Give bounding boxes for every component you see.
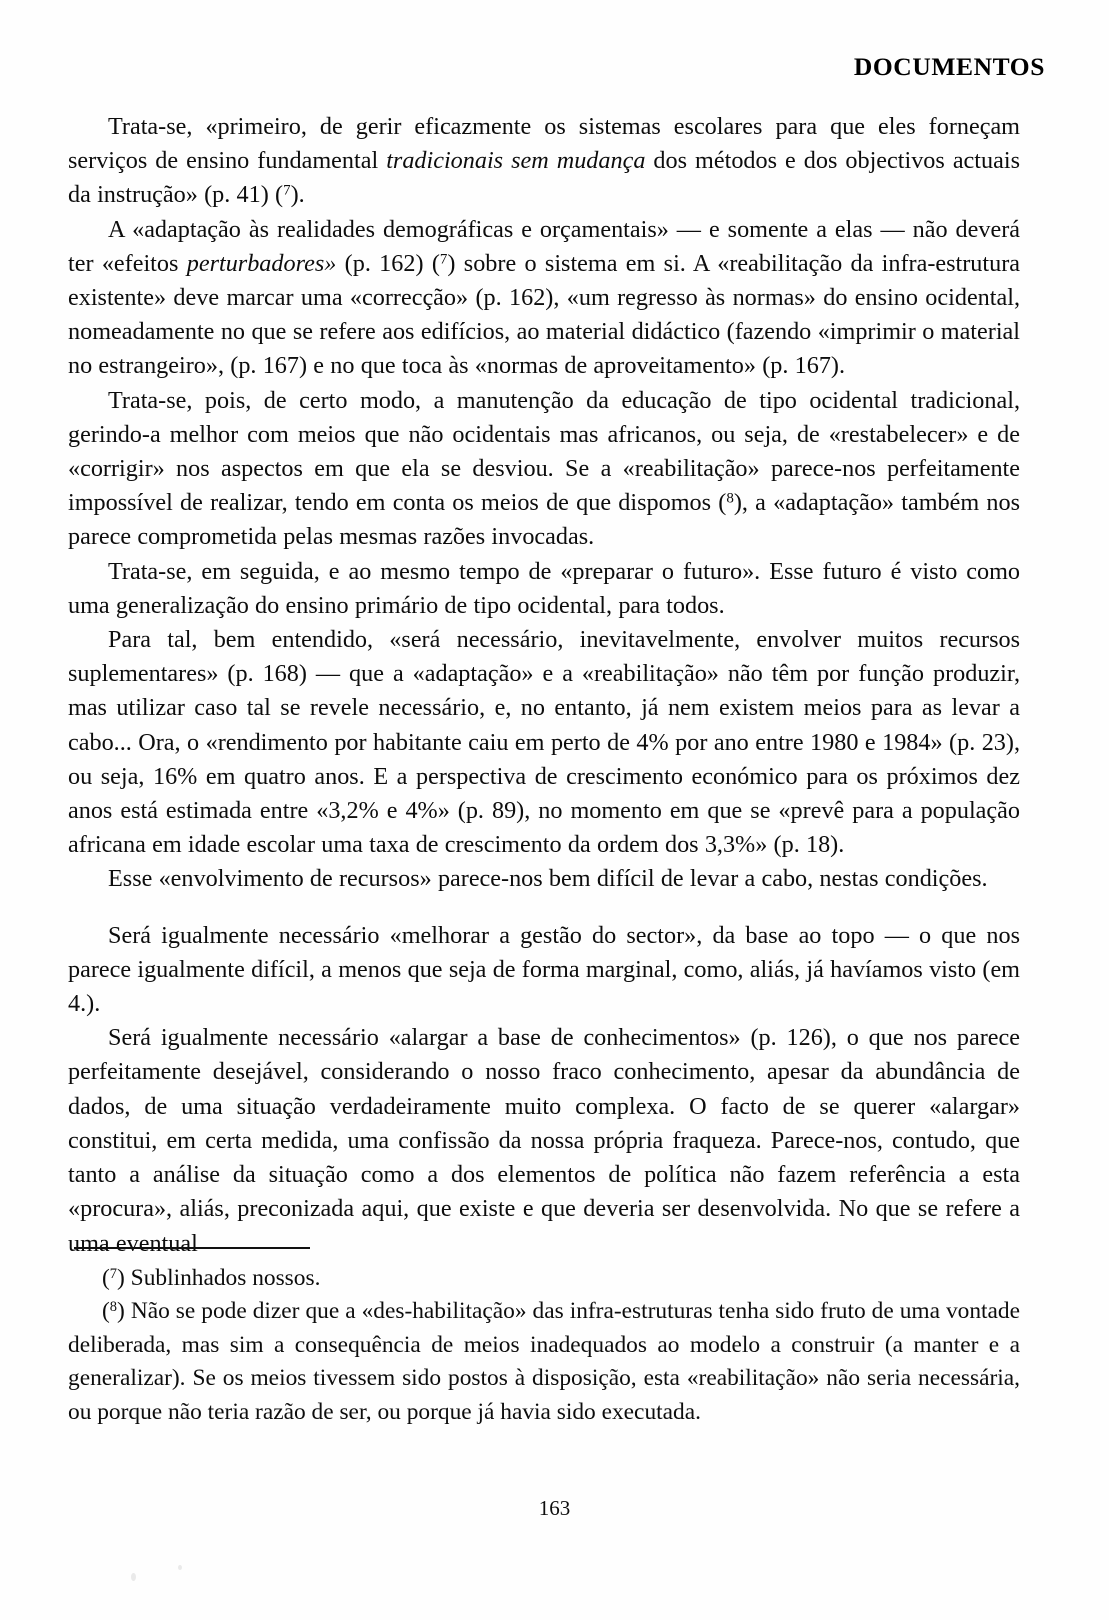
paragraph: Será igualmente necessário «alargar a base de conhecimentos» (p. 126), o que nos parece perfeitamente desejável, considerando o nosso fraco conhecimento, apesar da abundância de dados, de uma situação verdadeiramente muito complexa. O facto de se querer «alargar» constitui, em certa medida, uma confissão da nossa própria fraqueza. Parece-nos, contudo, que tanto a análise da situação como a dos elementos de política não fazem referência a esta «procura», aliás, preconizada aqui, que existe e que deveria ser desenvolvida. No que se refere a uma eventual [68,1024,1020,1257]
body-text-column [68,110,1020,1261]
paragraph: A «adaptação às realidades demográficas e orçamentais» — e somente a elas — não deverá ter «efeitos perturbadores» (p. 162) ($^7$) sobre o sistema em si. A «reabilitação da infra-estrutura existente» deve marcar uma «correcção» (p. 162), «um regresso às normas» do ensino ocidental, nomeadamente no que se refere aos edifícios, ao material didáctico (fazendo «imprimir o material no estrangeiro», (p. 167) e no que toca às «normas de aproveitamento» (p. 167). [68,215,1020,380]
scan-speck [178,1565,182,1570]
footnote-block [68,1262,1020,1429]
footnote-marker: 8 [109,1299,118,1316]
page-number: 163 [538,1496,571,1520]
scan-speck [131,1573,136,1581]
paragraph: Trata-se, pois, de certo modo, a manutenção da educação de tipo ocidental tradicional, gerindo-a melhor com meios que não ocidentais mas africanos, ou seja, de «restabelecer» e de «corrigir» nos aspectos em que ela se desviou. Se a «reabilitação» parece-nos perfeitamente impossível de realizar, tendo em conta os meios de que dispomos ($^8$), a «adaptação» também nos parece comprometida pelas mesmas razões invocadas. [68,386,1020,551]
paragraph: Trata-se, «primeiro, de gerir eficazmente os sistemas escolares para que eles forneçam serviços de ensino fundamental tradicionais sem mudança dos métodos e dos objectivos actuais da instrução» (p. 41) ($^7$). [68,113,1020,209]
footnote-marker: 7 [439,251,448,268]
italic-run: tradicionais sem mudança [386,147,646,175]
footnote-separator-rule [74,1247,310,1249]
paragraph: Para tal, bem entendido, «será necessário, inevitavelmente, envolver muitos recursos suplementares» (p. 168) — que a «adaptação» e a «reabilitação» não têm por função produzir, mas utilizar caso tal se revele necessário, e, no entanto, já nem existem meios para as levar a cabo... Ora, o «rendimento por habitante caiu em perto de 4% por ano entre 1980 e 1984» (p. 23), ou seja, 16% em quatro anos. E a perspectiva de crescimento económico para os próximos dez anos está estimada entre «3,2% e 4%» (p. 89), no momento em que se «prevê para a população africana em idade escolar uma taxa de crescimento da ordem dos 3,3%» (p. 18). [68,626,1020,859]
footnote: ($^7$) Sublinhados nossos. [102,1265,321,1291]
italic-run: perturbadores» [186,249,337,277]
footnote-marker: 7 [283,182,291,199]
footnote-marker: 8 [726,490,734,507]
paragraph: Será igualmente necessário «melhorar a gestão do sector», da base ao topo — o que nos parece igualmente difícil, a menos que seja de forma marginal, como, aliás, já havíamos visto (em 4.). [68,921,1020,1018]
footnote: ($^8$) Não se pode dizer que a «des-habilitação» das infra-estruturas tenha sido fruto de uma vontade deliberada, mas sim a consequência de meios inadequados ao modelo a construir (a manter e a generalizar). Se os meios tivessem sido postos à disposição, esta «reabilitação» não seria necessária, ou porque não teria razão de ser, ou porque já havia sido executada. [68,1298,1020,1425]
footnote-marker: 7 [109,1265,118,1282]
paragraph: Trata-se, em seguida, e ao mesmo tempo de «preparar o futuro». Esse futuro é visto como uma generalização do ensino primário de tipo ocidental, para todos. [68,557,1020,619]
paragraph: Esse «envolvimento de recursos» parece-nos bem difícil de levar a cabo, nestas condições. [108,865,988,893]
running-head: DOCUMENTOS [853,52,1045,81]
